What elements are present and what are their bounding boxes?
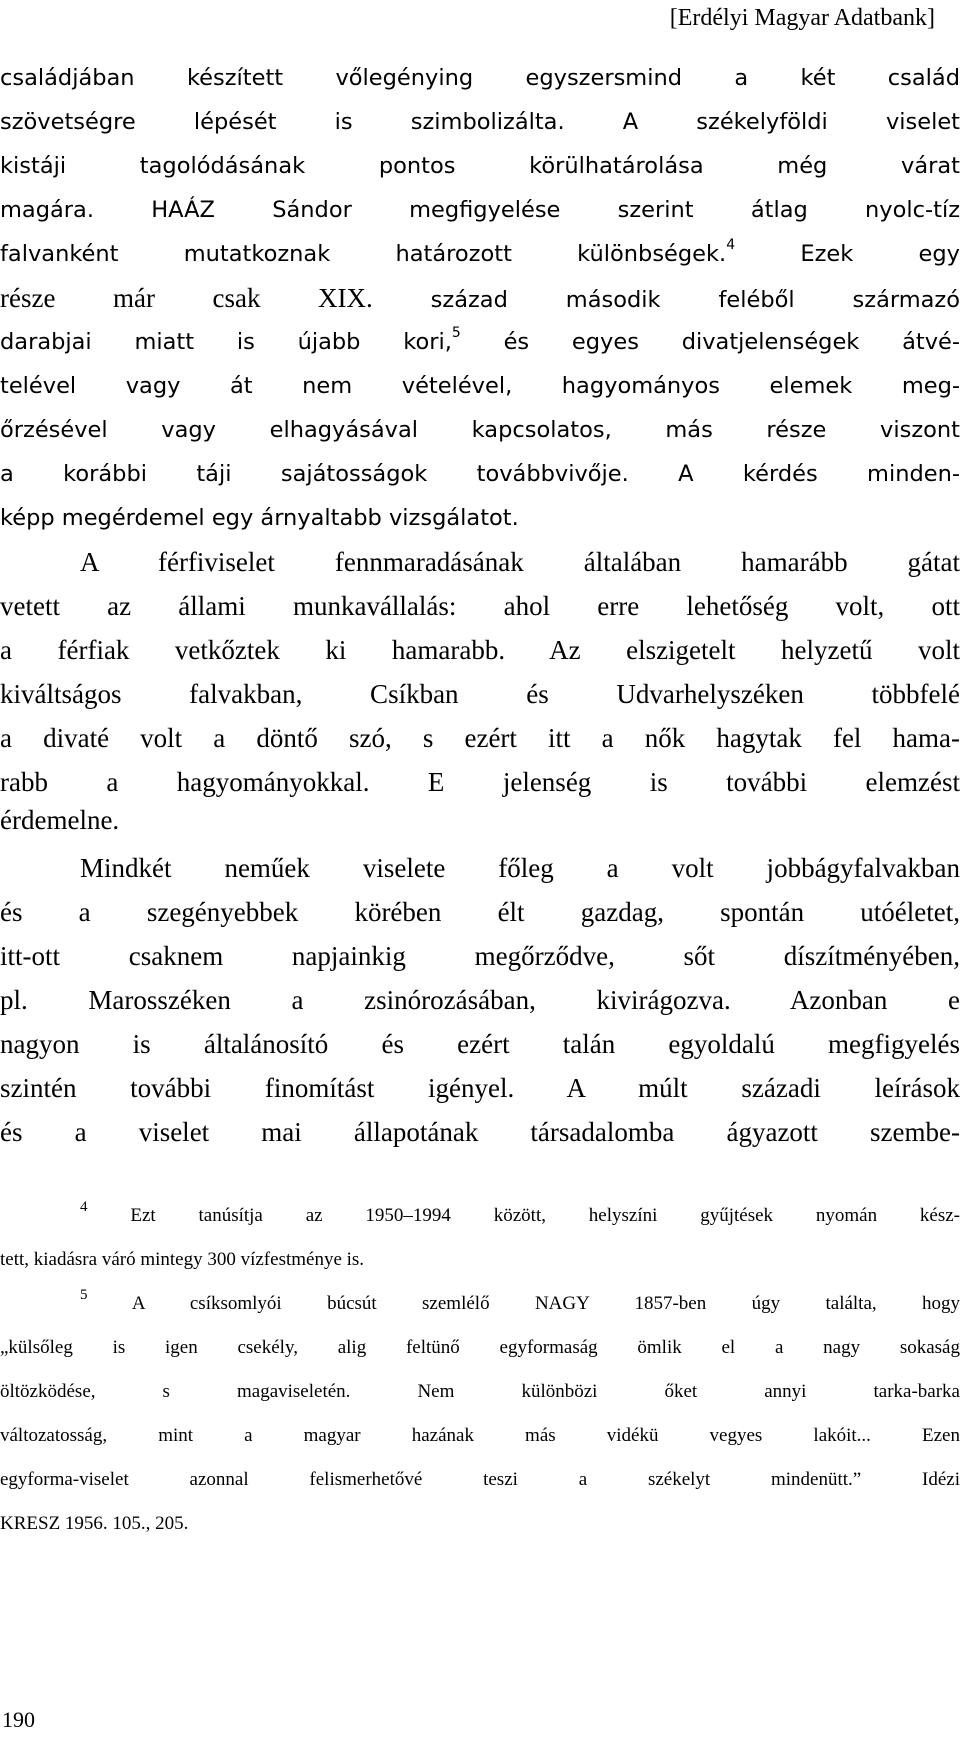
body-line: vetett az állami munkavállalás: ahol erre lehetőség volt, ott (0, 591, 960, 621)
body-line: érdemelne. (0, 805, 120, 835)
body-line: része már csak XIX. század második feléből származó (0, 283, 960, 313)
body-line: magára. HAÁZ Sándor megfigyelése szerint átlag nyolc-tíz (0, 197, 960, 223)
body-line: kiváltságos falvakban, Csíkban és Udvarhelyszéken többfelé (0, 679, 960, 709)
body-line: darabjai miatt is újabb kori,$^5$ és egyes divatjelenségek átvé- (0, 325, 960, 355)
body-line: szövetségre lépését is szimbolizálta. A székelyföldi viselet (0, 109, 960, 135)
page-header: [Erdélyi Magyar Adatbank] (669, 5, 935, 31)
body-line: nagyon is általánosító és ezért talán egyoldalú megfigyelés (0, 1029, 960, 1059)
body-line: a divaté volt a döntő szó, s ezért itt a nők hagytak fel hama- (0, 723, 960, 753)
footnote-marker: 5 (80, 1287, 88, 1303)
body-line: a korábbi táji sajátosságok továbbvivője. A kérdés minden- (0, 461, 960, 487)
body-line: és a szegényebbek körében élt gazdag, spontán utóéletet, (0, 897, 960, 927)
footnote-ref: 5 (451, 325, 461, 341)
footnote-ref: 4 (726, 237, 736, 253)
footnote-line: „külsőleg is igen csekély, alig feltünő egyformaság ömlik el a nagy sokaság (0, 1337, 960, 1358)
paragraph-start: A férfiviselet fennmaradásának általában hamarább gátat (80, 547, 960, 577)
body-line: falvanként mutatkoznak határozott különbségek.$^4$ Ezek egy (0, 237, 960, 267)
footnote-5: $^5$ A csíksomlyói búcsút szemlélő NAGY 1857-ben úgy találta, hogy (80, 1287, 960, 1314)
footnote-4: $^4$ Ezt tanúsítja az 1950–1994 között, helyszíni gyűjtések nyomán kész- (80, 1199, 960, 1226)
footnote-line: tett, kiadásra váró mintegy 300 vízfestménye is. (0, 1249, 365, 1270)
paragraph-start: Mindkét neműek viselete főleg a volt jobbágyfalvakban (80, 853, 960, 883)
footnote-line: egyforma-viselet azonnal felismerhetővé teszi a székelyt mindenütt.” Idézi (0, 1469, 960, 1490)
body-line: telével vagy át nem vételével, hagyományos elemek meg- (0, 373, 960, 399)
footnote-line: KRESZ 1956. 105., 205. (0, 1513, 189, 1534)
footnote-line: öltözködése, s magaviseletén. Nem különbözi őket annyi tarka-barka (0, 1381, 960, 1402)
body-line: és a viselet mai állapotának társadalomba ágyazott szembe- (0, 1117, 960, 1147)
footnote-line: változatosság, mint a magyar hazának más vidékü vegyes lakóit... Ezen (0, 1425, 960, 1446)
body-line: szintén további finomítást igényel. A múlt századi leírások (0, 1073, 960, 1103)
body-line: a férfiak vetkőztek ki hamarabb. Az elszigetelt helyzetű volt (0, 635, 960, 665)
body-line: pl. Marosszéken a zsinórozásában, kivirágozva. Azonban e (0, 985, 960, 1015)
body-line: itt-ott csaknem napjainkig megőrződve, sőt díszítményében, (0, 941, 960, 971)
page-number: 190 (2, 1707, 35, 1732)
body-line: kistáji tagolódásának pontos körülhatárolása még várat (0, 153, 960, 179)
body-line: őrzésével vagy elhagyásával kapcsolatos, más része viszont (0, 417, 960, 443)
body-line: rabb a hagyományokkal. E jelenség is további elemzést (0, 767, 960, 797)
body-line: családjában készített vőlegénying egyszersmind a két család (0, 65, 960, 91)
footnote-marker: 4 (80, 1199, 88, 1215)
body-line: képp megérdemel egy árnyaltabb vizsgálatot. (0, 505, 519, 531)
